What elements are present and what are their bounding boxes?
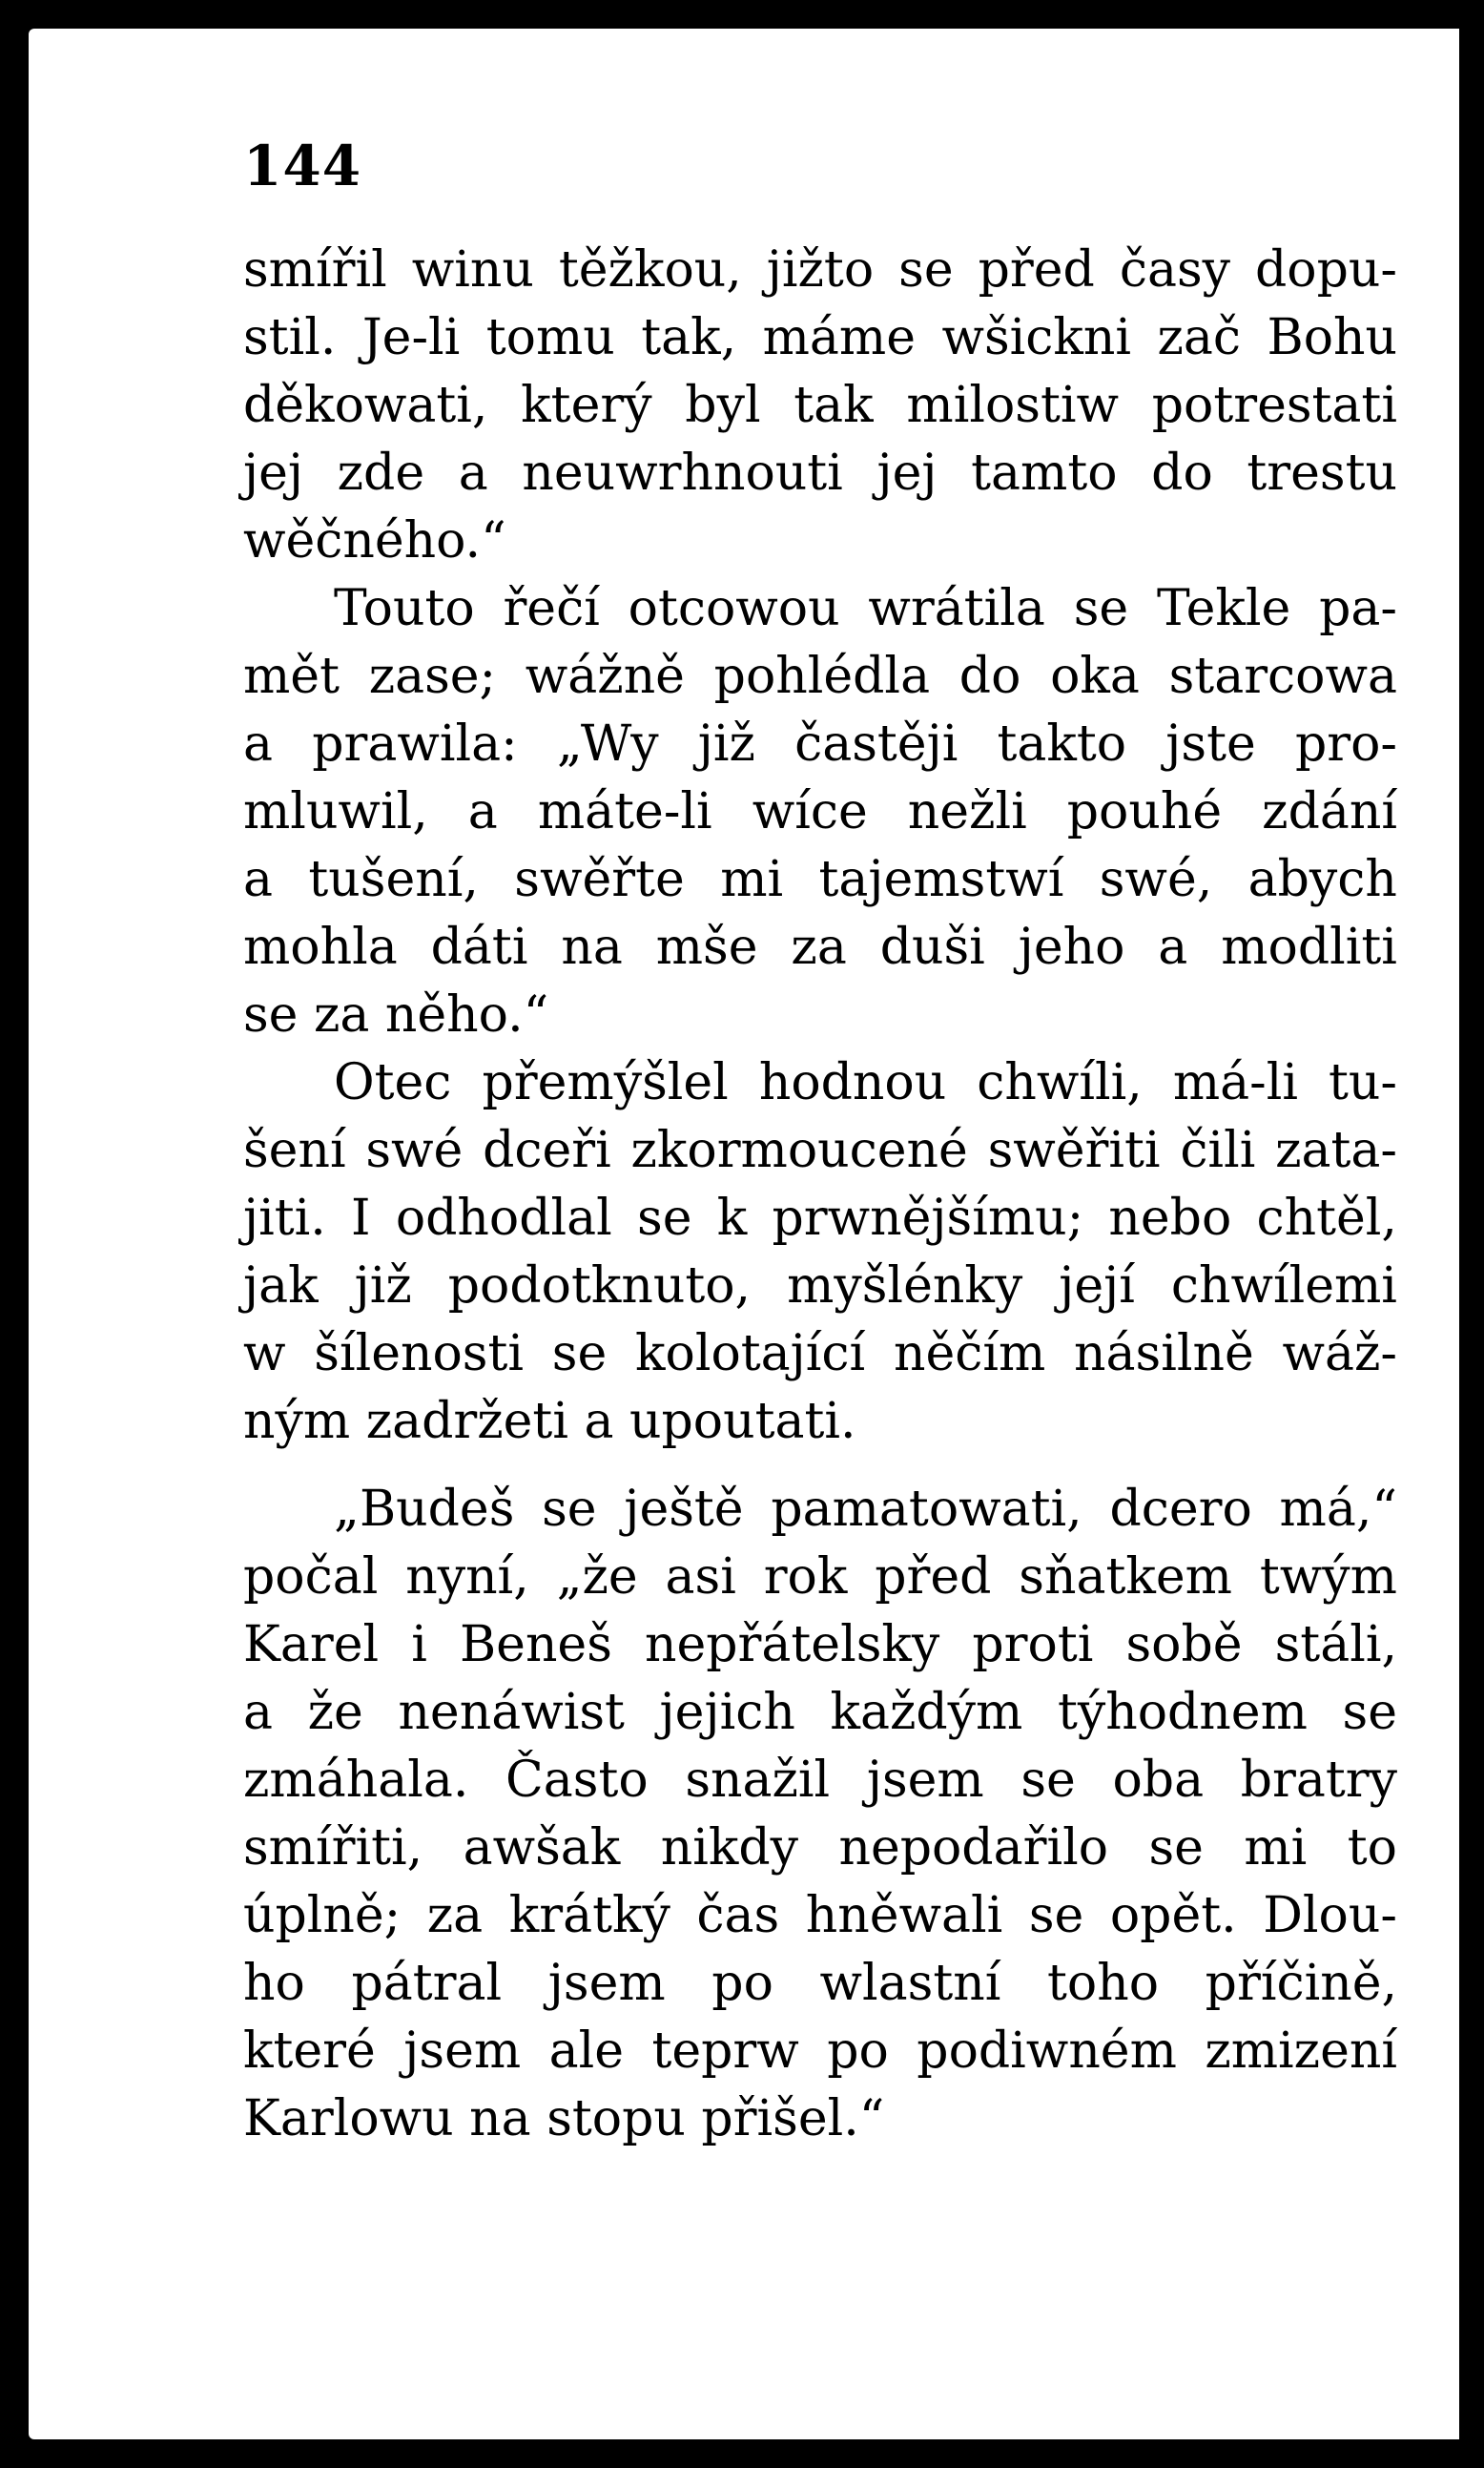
paragraph	[243, 237, 1397, 575]
text-line: Karel i Beneš nepřátelsky proti sobě stáli,	[243, 1616, 1397, 1673]
paragraph	[243, 1049, 1397, 1456]
text-line: wěčného.“	[243, 512, 506, 570]
text-line: počal nyní, „že asi rok před sňatkem twým	[243, 1548, 1397, 1606]
text-block	[243, 237, 1397, 2153]
text-line: mět zase; wážně pohlédla do oka starcowa	[243, 648, 1397, 705]
text-line: Karlowu na stopu přišel.“	[243, 2090, 885, 2147]
text-line: Touto řečí otcowou wrátila se Tekle pa-	[334, 580, 1397, 637]
text-line: jej zde a neuwrhnouti jej tamto do trestu	[243, 445, 1397, 502]
text-line: úplně; za krátký čas hněwali se opět. Dlou-	[243, 1887, 1397, 1944]
text-line: a tušení, swěřte mi tajemstwí swé, abych	[243, 851, 1397, 908]
text-line: ho pátral jsem po wlastní toho příčině,	[243, 1955, 1397, 2012]
text-line: jak již podotknuto, myšlénky její chwílemi	[243, 1257, 1397, 1315]
page-number: 144	[243, 134, 362, 198]
book-page	[29, 29, 1459, 2439]
text-line: w šílenosti se kolotající něčím násilně wáž-	[243, 1325, 1397, 1382]
paragraph	[243, 1476, 1397, 2153]
text-line: smířil winu těžkou, jižto se před časy dopu-	[243, 241, 1397, 299]
text-line: a prawila: „Wy již častěji takto jste pro-	[243, 716, 1397, 773]
text-line: smířiti, awšak nikdy nepodařilo se mi to	[243, 1819, 1397, 1877]
paragraph-gap	[243, 1456, 1397, 1476]
text-line: děkowati, který byl tak milostiw potrestati	[243, 377, 1397, 434]
text-line: stil. Je-li tomu tak, máme wšickni zač Bohu	[243, 309, 1397, 366]
text-line: jiti. I odhodlal se k prwnějšímu; nebo chtěl,	[243, 1190, 1397, 1247]
text-line: zmáhala. Často snažil jsem se oba bratry	[243, 1752, 1397, 1809]
text-line: které jsem ale teprw po podiwném zmizení	[243, 2022, 1397, 2080]
text-line: se za něho.“	[243, 986, 549, 1044]
text-line: a že nenáwist jejich každým týhodnem se	[243, 1684, 1397, 1741]
text-line: „Budeš se ještě pamatowati, dcero má,“	[334, 1481, 1397, 1538]
text-line: mluwil, a máte-li wíce nežli pouhé zdání	[243, 783, 1397, 840]
text-line: Otec přemýšlel hodnou chwíli, má-li tu-	[334, 1054, 1397, 1111]
paragraph	[243, 575, 1397, 1049]
text-line: šení swé dceři zkormoucené swěřiti čili zata-	[243, 1122, 1397, 1179]
text-line: mohla dáti na mše za duši jeho a modliti	[243, 919, 1397, 976]
text-line: ným zadržeti a upoutati.	[243, 1393, 856, 1450]
